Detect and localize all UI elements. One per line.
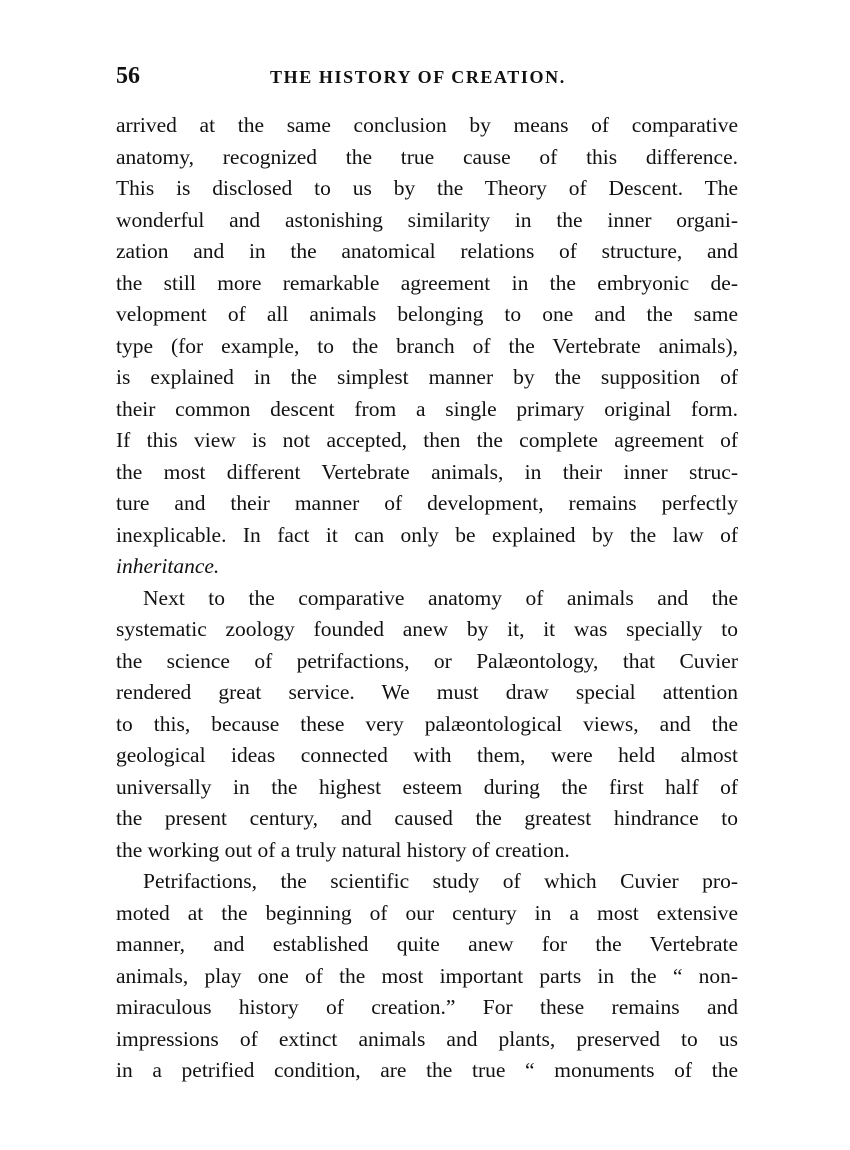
text-line: This is disclosed to us by the Theory of Descent. The [116,176,738,200]
text-line: universally in the highest esteem during the first half of [116,774,738,799]
running-title: THE HISTORY OF CREATION. [270,67,566,87]
text-line: impressions of extinct animals and plants, preserved to us [116,1026,738,1051]
text-line: type (for example, to the branch of the Vertebrate animals), [116,333,738,358]
page-number: 56 [116,63,140,89]
text-line: Petrifactions, the scientific study of which Cuvier pro- [143,869,738,893]
text-line: the present century, and caused the greatest hindrance to [116,806,738,830]
text-line: velopment of all animals belonging to one and the same [116,302,738,326]
paragraph [116,583,738,867]
text-line: anatomy, recognized the true cause of this difference. [116,144,738,169]
text-line: in a petrified condition, are the true “ monuments of the [116,1058,738,1082]
text-line: the working out of a truly natural history of creation. [116,837,570,862]
text-line: the still more remarkable agreement in the embryonic de- [116,270,738,295]
paragraph [116,866,738,1087]
text-line: arrived at the same conclusion by means of comparative [116,113,738,137]
text-line: to this, because these very palæontological views, and the [116,711,738,736]
text-line: Next to the comparative anatomy of animals and the [143,585,738,610]
text-line: geological ideas connected with them, were held almost [116,743,738,767]
text-line: moted at the beginning of our century in a most extensive [116,900,738,925]
text-line: rendered great service. We must draw special attention [116,680,738,704]
text-line: If this view is not accepted, then the complete agreement of [116,428,738,452]
text-line: the science of petrifactions, or Palæontology, that Cuvier [116,648,738,673]
running-head [116,62,738,90]
paragraph [116,110,738,583]
text-line: inheritance. [116,554,220,578]
text-line: systematic zoology founded anew by it, it was specially to [116,617,738,641]
text-line: is explained in the simplest manner by the supposition of [116,365,738,389]
text-line: zation and in the anatomical relations of structure, and [116,239,738,263]
text-line: inexplicable. In fact it can only be explained by the law of [116,522,738,547]
text-line: wonderful and astonishing similarity in the inner organi- [116,207,738,232]
body-text [116,110,738,1087]
text-line: their common descent from a single primary original form. [116,396,738,421]
text-line: manner, and established quite anew for the Vertebrate [116,932,738,956]
text-line: ture and their manner of development, remains perfectly [116,491,738,515]
text-line: miraculous history of creation.” For these remains and [116,995,738,1019]
text-line: the most different Vertebrate animals, in their inner struc- [116,459,738,484]
text-line: animals, play one of the most important parts in the “ non- [116,963,738,988]
